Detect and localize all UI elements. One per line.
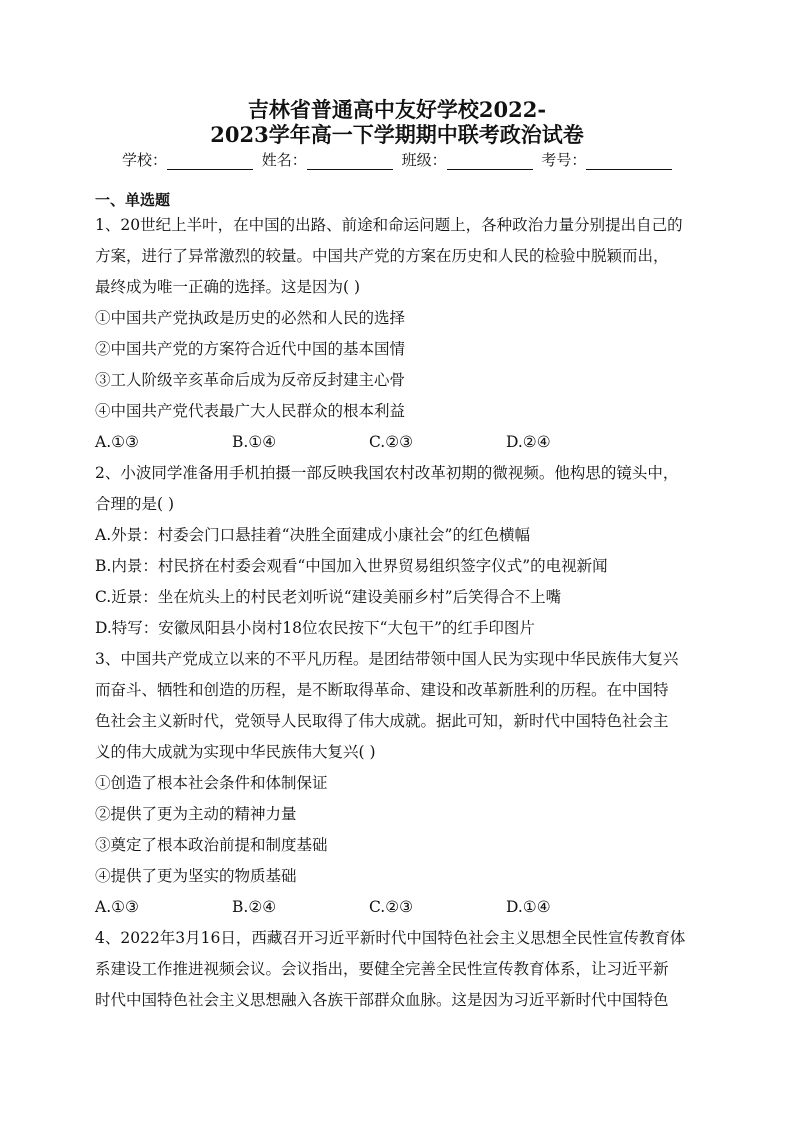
choice-c[interactable]: C.近景：坐在炕头上的村民老刘听说“建设美丽乡村”后笑得合不上嘴	[95, 588, 562, 606]
question-text-line: 合理的是( )	[95, 495, 175, 513]
statement-option: ①创造了根本社会条件和体制保证	[95, 774, 328, 792]
choice-c[interactable]: C.②③	[369, 898, 414, 916]
statement-option: ③奠定了根本政治前提和制度基础	[95, 836, 328, 854]
question-text-line: 方案，进行了异常激烈的较量。中国共产党的方案在历史和人民的检验中脱颖而出，	[95, 247, 669, 265]
questions-container	[95, 210, 695, 1016]
choice-a[interactable]: A.外景：村委会门口悬挂着“决胜全面建成小康社会”的红色横幅	[95, 526, 530, 544]
question-4	[95, 923, 695, 1016]
statement-option: ①中国共产党执政是历史的必然和人民的选择	[95, 309, 406, 327]
student-info-row	[122, 150, 682, 170]
statement-option: ②中国共产党的方案符合近代中国的基本国情	[95, 340, 406, 358]
answer-choices	[95, 427, 695, 458]
statement-option: ④提供了更为坚实的物质基础	[95, 867, 297, 885]
choice-d[interactable]: D.①④	[506, 898, 551, 916]
school-blank	[167, 154, 253, 170]
choice-d[interactable]: D.②④	[506, 433, 551, 451]
exam-title-line2: 2023学年高一下学期期中联考政治试卷	[210, 122, 584, 147]
question-text-line: 系建设工作推进视频会议。会议指出，要健全完善全民性宣传教育体系，让习近平新	[95, 960, 669, 978]
name-blank	[307, 154, 393, 170]
question-text-line: 1、20世纪上半叶，在中国的出路、前途和命运问题上，各种政治力量分别提出自己的	[95, 216, 683, 234]
exam-number-blank	[586, 154, 672, 170]
statement-option: ③工人阶级辛亥革命后成为反帝反封建主心骨	[95, 371, 406, 389]
class-blank	[447, 154, 533, 170]
choice-c[interactable]: C.②③	[369, 433, 414, 451]
question-3	[95, 644, 695, 923]
answer-choices	[95, 892, 695, 923]
question-text-line: 义的伟大成就为实现中华民族伟大复兴( )	[95, 743, 376, 761]
question-text-line: 色社会主义新时代，党领导人民取得了伟大成就。据此可知，新时代中国特色社会主	[95, 712, 669, 730]
name-label: 姓名：	[261, 151, 307, 169]
question-1	[95, 210, 695, 458]
section-title: 一、单选题	[95, 191, 171, 209]
statement-option: ②提供了更为主动的精神力量	[95, 805, 297, 823]
question-text-line: 2、小波同学准备用手机拍摄一部反映我国农村改革初期的微视频。他构思的镜头中，	[95, 464, 679, 482]
choice-a[interactable]: A.①③	[95, 898, 139, 916]
choice-d[interactable]: D.特写：安徽凤阳县小岗村18位农民按下“大包干”的红手印图片	[95, 619, 535, 637]
exam-title-line1: 吉林省普通高中友好学校2022-	[247, 97, 547, 122]
choice-b[interactable]: B.内景：村民挤在村委会观看“中国加入世界贸易组织签字仪式”的电视新闻	[95, 557, 608, 575]
question-2	[95, 458, 695, 644]
choice-a[interactable]: A.①③	[95, 433, 139, 451]
exam-number-label: 考号：	[541, 151, 587, 169]
question-text-line: 而奋斗、牺牲和创造的历程，是不断取得革命、建设和改革新胜利的历程。在中国特	[95, 681, 669, 699]
statement-option: ④中国共产党代表最广大人民群众的根本利益	[95, 402, 406, 420]
question-text-line: 3、中国共产党成立以来的不平凡历程。是团结带领中国人民为实现中华民族伟大复兴	[95, 650, 679, 668]
choice-b[interactable]: B.②④	[232, 898, 277, 916]
school-label: 学校：	[122, 151, 168, 169]
class-label: 班级：	[401, 151, 447, 169]
question-text-line: 时代中国特色社会主义思想融入各族干部群众血脉。这是因为习近平新时代中国特色	[95, 991, 669, 1009]
question-text-line: 最终成为唯一正确的选择。这是因为( )	[95, 278, 361, 296]
choice-b[interactable]: B.①④	[232, 433, 277, 451]
question-text-line: 4、2022年3月16日，西藏召开习近平新时代中国特色社会主义思想全民性宣传教育体	[95, 929, 686, 947]
